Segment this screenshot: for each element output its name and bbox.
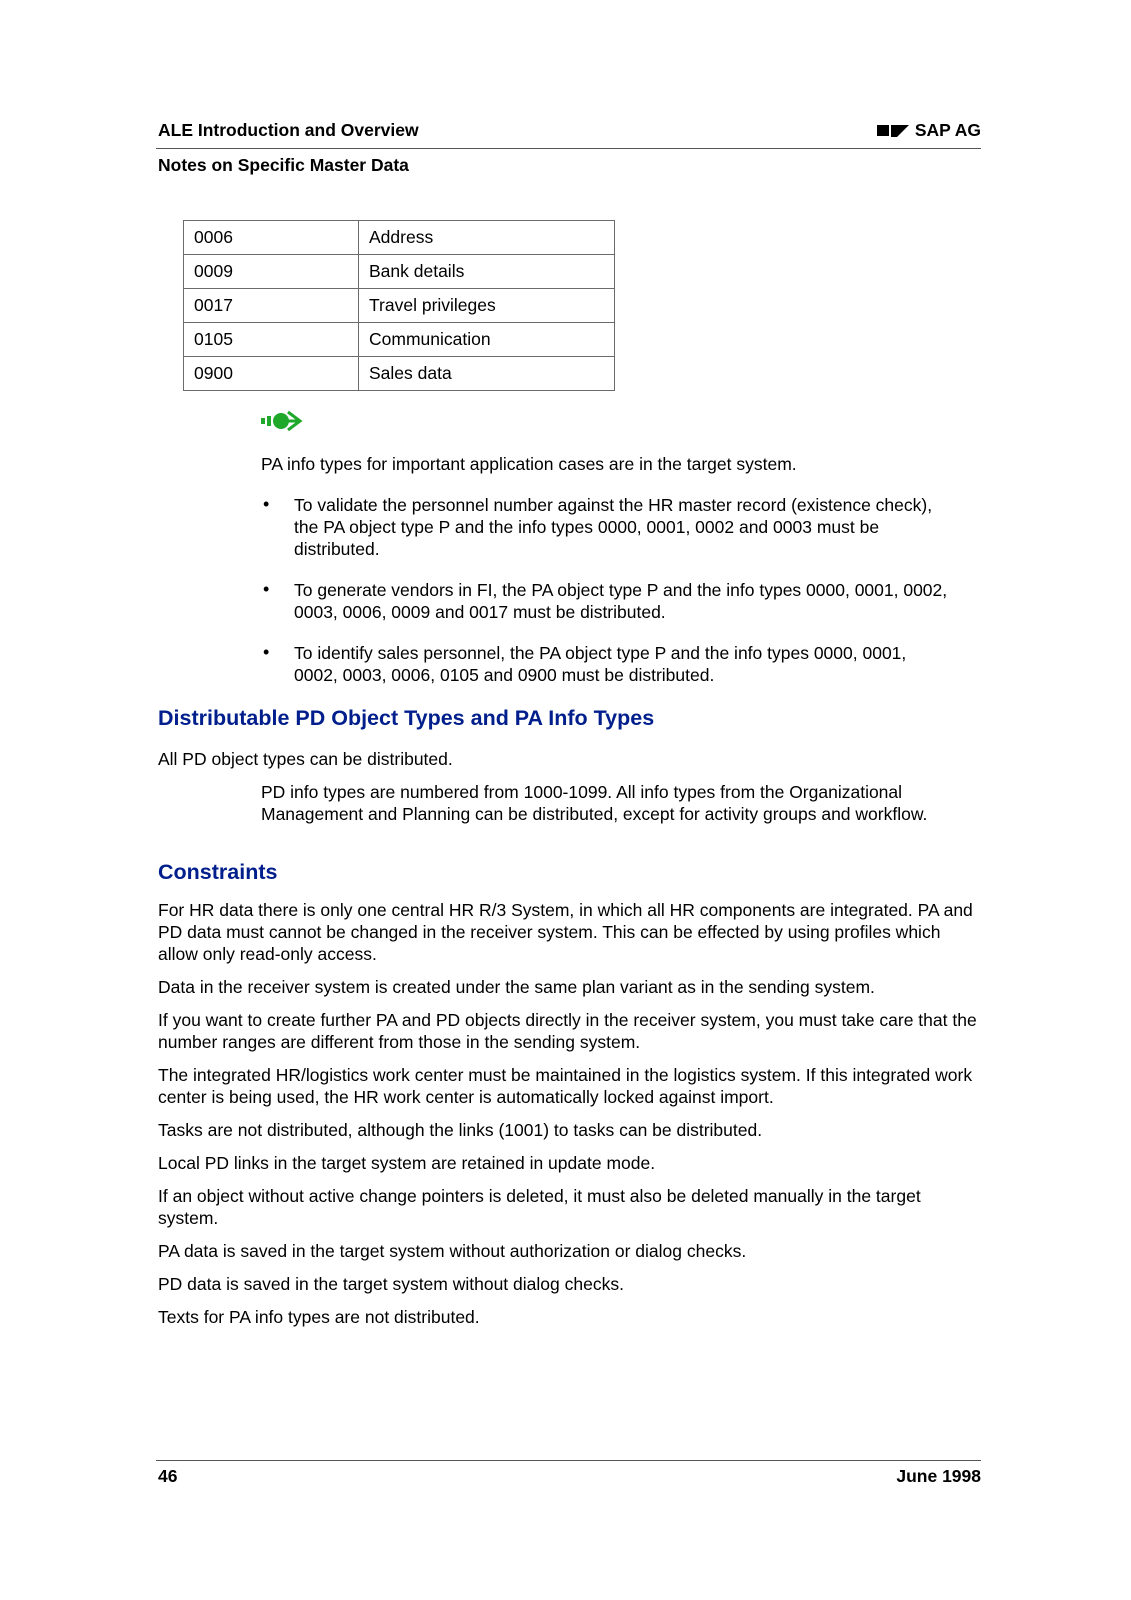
brand-name: SAP AG bbox=[914, 120, 981, 140]
paragraph: For HR data there is only one central HR R/3 System, in which all HR components are integrated. PA and PD data must cannot be changed in the receiver system. This can be effected by using profiles which allow only read-only access. bbox=[158, 900, 973, 964]
section-title: Notes on Specific Master Data bbox=[158, 155, 409, 175]
info-type-label: Address bbox=[359, 221, 615, 255]
note-bullet: To identify sales personnel, the PA object type P and the info types 0000, 0001, 0002, 0003, 0006, 0105 and 0900 must be distributed. bbox=[294, 643, 907, 685]
indented-note: PD info types are numbered from 1000-1099. All info types from the Organizational Management and Planning can be distributed, except for activity groups and workflow. bbox=[261, 782, 928, 824]
info-type-label: Travel privileges bbox=[359, 289, 615, 323]
info-type-label: Sales data bbox=[359, 357, 615, 391]
paragraph: If you want to create further PA and PD objects directly in the receiver system, you must take care that the number ranges are different from those in the sending system. bbox=[158, 1010, 977, 1052]
info-type-code: 0009 bbox=[184, 255, 359, 289]
bullet-marker: • bbox=[263, 579, 270, 599]
brand-logo bbox=[877, 120, 981, 141]
constraints-paragraphs bbox=[158, 899, 983, 1339]
page-number: 46 bbox=[158, 1466, 178, 1486]
table-row bbox=[184, 255, 615, 289]
paragraph: PD data is saved in the target system without dialog checks. bbox=[158, 1274, 624, 1294]
paragraph: Data in the receiver system is created under the same plan variant as in the sending system. bbox=[158, 977, 875, 997]
note-text: PA info types for important application cases are in the target system. bbox=[261, 454, 797, 474]
paragraph: Texts for PA info types are not distributed. bbox=[158, 1307, 480, 1327]
document-title: ALE Introduction and Overview bbox=[158, 120, 419, 140]
info-type-code: 0900 bbox=[184, 357, 359, 391]
constraints-heading: Constraints bbox=[158, 860, 278, 884]
bullet-marker: • bbox=[263, 494, 270, 514]
bullet-marker: • bbox=[263, 642, 270, 662]
note-arrow-icon bbox=[260, 409, 306, 433]
info-types-table bbox=[183, 220, 615, 391]
header-divider bbox=[156, 148, 981, 149]
info-type-code: 0006 bbox=[184, 221, 359, 255]
note-bullet: To generate vendors in FI, the PA object type P and the info types 0000, 0001, 0002, 0003, 0006, 0009 and 0017 must be distributed. bbox=[294, 580, 948, 622]
paragraph: If an object without active change pointers is deleted, it must also be deleted manually in the target system. bbox=[158, 1186, 921, 1228]
sap-logo-icon bbox=[877, 124, 909, 138]
table-row bbox=[184, 221, 615, 255]
info-type-code: 0017 bbox=[184, 289, 359, 323]
publication-date: June 1998 bbox=[896, 1466, 981, 1486]
table-row bbox=[184, 289, 615, 323]
section-heading: Distributable PD Object Types and PA Info Types bbox=[158, 706, 655, 730]
note-bullet: To validate the personnel number against the HR master record (existence check), the PA object type P and the info types 0000, 0001, 0002 and 0003 must be distributed. bbox=[294, 495, 933, 559]
paragraph: Tasks are not distributed, although the links (1001) to tasks can be distributed. bbox=[158, 1120, 763, 1140]
table-row bbox=[184, 323, 615, 357]
info-type-label: Communication bbox=[359, 323, 615, 357]
paragraph: Local PD links in the target system are retained in update mode. bbox=[158, 1153, 656, 1173]
table-row bbox=[184, 357, 615, 391]
section-intro: All PD object types can be distributed. bbox=[158, 749, 453, 769]
info-type-code: 0105 bbox=[184, 323, 359, 357]
footer-divider bbox=[156, 1460, 981, 1461]
paragraph: PA data is saved in the target system without authorization or dialog checks. bbox=[158, 1241, 747, 1261]
paragraph: The integrated HR/logistics work center must be maintained in the logistics system. If this integrated work center is being used, the HR work center is automatically locked against import. bbox=[158, 1065, 973, 1107]
info-type-label: Bank details bbox=[359, 255, 615, 289]
